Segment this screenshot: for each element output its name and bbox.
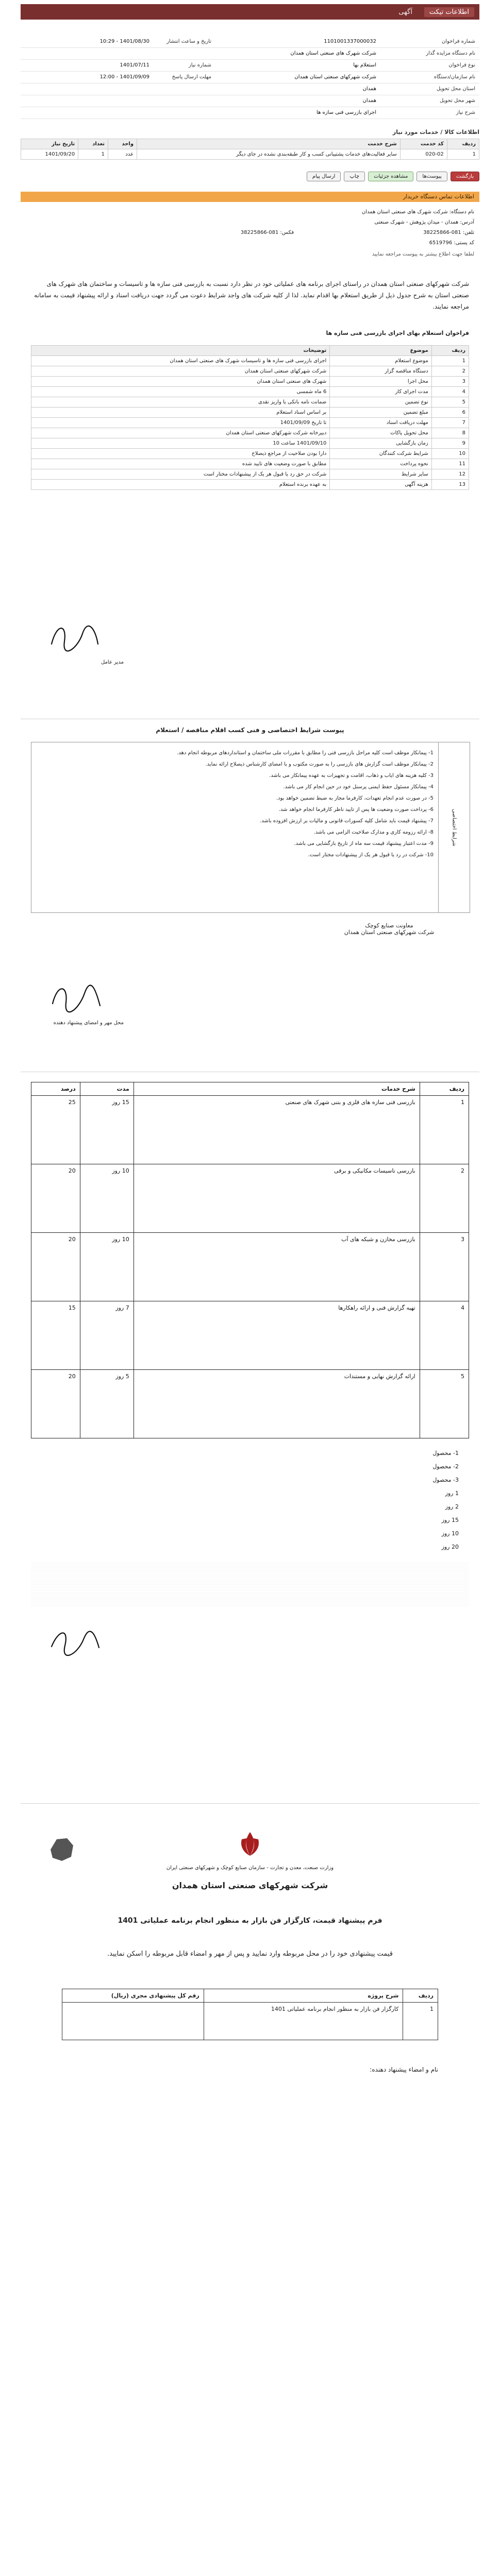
- notice-info-table: [21, 36, 479, 119]
- action-button[interactable]: چاپ: [344, 172, 365, 181]
- criteria-cell: بر اساس اسناد استعلام: [31, 408, 330, 418]
- org-title: شرکت شهرکهای صنعتی استان همدان: [172, 1880, 328, 1890]
- tab-ticket-info[interactable]: اطلاعات تیکت: [424, 7, 474, 17]
- schedule-cell: 15 روز: [80, 1096, 134, 1164]
- buyer-contact-bar: [21, 192, 479, 202]
- condition-number: 6-: [426, 807, 434, 812]
- list-item: 20 روز: [441, 1544, 459, 1550]
- condition-number: 5-: [426, 795, 434, 801]
- table-row: [31, 428, 469, 438]
- criteria-col-header: ردیف: [431, 346, 469, 356]
- condition-number: 10-: [423, 852, 434, 858]
- price-col-header: رقم کل پیشنهادی مجری (ریال): [62, 1989, 204, 2003]
- info-value: شرکت شهرک های صنعتی استان همدان: [290, 50, 376, 56]
- criteria-cell: 4: [431, 387, 469, 397]
- condition-text: ارائه رزومه کاری و مدارک صلاحیت الزامی می باشد.: [313, 829, 427, 835]
- price-col-header: شرح پروژه: [204, 1989, 403, 2003]
- schedule-cell: بازرسی تاسیسات مکانیکی و برقی: [134, 1164, 420, 1233]
- condition-text: شرکت در رد یا قبول هر یک از پیشنهادات مختار است.: [308, 852, 424, 858]
- buyer-fax-label: فکس: [281, 230, 294, 235]
- schedule-cell: 2: [420, 1164, 469, 1233]
- conditions-side-label: شرایط اختصاصی: [438, 742, 470, 912]
- criteria-cell: محل تحویل پاکات: [330, 428, 431, 438]
- criteria-col-header: توضیحات: [31, 346, 330, 356]
- goods-title: اطلاعات کالا / خدمات مورد نیاز: [392, 129, 479, 135]
- list-item: [42, 782, 434, 793]
- schedule-cell: بازرسی فنی سازه های فلزی و بتنی شهرک های صنعتی: [134, 1096, 420, 1164]
- schedule-cell: 1: [420, 1096, 469, 1164]
- criteria-cell: 13: [431, 480, 469, 490]
- buyer-postal-value: 6519796: [429, 240, 453, 246]
- conditions-frame: [31, 742, 470, 913]
- buyer-name-value: شرکت شهرک های صنعتی استان همدان: [361, 209, 448, 215]
- schedule-cell: 5 روز: [80, 1370, 134, 1438]
- condition-number: 3-: [426, 773, 434, 778]
- table-row: [31, 377, 469, 387]
- table-row: [31, 1370, 469, 1438]
- signature-2: [46, 979, 108, 1015]
- schedule-col-header: ردیف: [420, 1082, 469, 1096]
- info-row: [21, 107, 479, 119]
- scanned-schedule: [31, 1082, 469, 1607]
- schedule-cell: 4: [420, 1301, 469, 1370]
- criteria-cell: 1401/09/10 ساعت 10: [31, 438, 330, 449]
- schedule-col-header: درصد: [31, 1082, 80, 1096]
- criteria-cell: نحوه پرداخت: [330, 459, 431, 469]
- buyer-phone-label: تلفن: [464, 230, 474, 235]
- buyer-address-value: همدان - میدان پژوهش - شهرک صنعتی: [374, 219, 459, 225]
- info-value: شرکت شهرکهای صنعتی استان همدان: [294, 74, 376, 80]
- buyer-fax-value: 081-38225866: [240, 230, 279, 235]
- price-cell[interactable]: [62, 2003, 204, 2040]
- goods-col-header: شرح خدمت: [137, 139, 401, 149]
- goods-col-header: تاریخ نیاز: [21, 139, 78, 149]
- buyer-contact-box: نام دستگاه: شرکت شهرک های صنعتی استان همدان آدرس: همدان - میدان پژوهش - شهرک صنعتی تلفن: 081-38225866 فکس: 081-38225866 کد پستی: 6519796 لطفا جهت اطلاع بیشتر به پیوست مراجعه نمایید: [240, 209, 474, 257]
- criteria-cell: 2: [431, 366, 469, 377]
- buyer-note: لطفا جهت اطلاع بیشتر به پیوست مراجعه نمایید: [372, 251, 474, 257]
- condition-number: 2-: [426, 761, 434, 767]
- list-item: 15 روز: [441, 1517, 459, 1523]
- criteria-cell: شهرک های صنعتی استان همدان: [31, 377, 330, 387]
- schedule-cell: 25: [31, 1096, 80, 1164]
- signer-block: [309, 922, 469, 936]
- table-row: [31, 356, 469, 366]
- info-value-2: 1401/07/11: [120, 62, 149, 68]
- form-footer: نام و امضاء پیشنهاد دهنده:: [370, 2066, 438, 2073]
- info-row: [21, 60, 479, 72]
- action-button[interactable]: بازگشت: [451, 172, 479, 181]
- table-row: [31, 469, 469, 480]
- info-value: 1101001337000032: [324, 39, 376, 44]
- condition-number: 8-: [426, 829, 434, 835]
- table-row: [31, 418, 469, 428]
- criteria-cell: شرایط شرکت کنندگان: [330, 449, 431, 459]
- criteria-cell: 6 ماه شمسی: [31, 387, 330, 397]
- goods-col-header: تعداد: [78, 139, 108, 149]
- goods-cell: عدد: [108, 149, 137, 160]
- list-item: [42, 793, 434, 804]
- form-instruction: قیمت پیشنهادی خود را در محل مربوطه وارد نمایید و پس از مهر و امضاء قابل مربوطه را اسکن نمایید.: [107, 1950, 393, 1958]
- schedule-col-header: شرح خدمات: [134, 1082, 420, 1096]
- criteria-cell: سایر شرایط: [330, 469, 431, 480]
- schedule-cell: 20: [31, 1164, 80, 1233]
- criteria-cell: 3: [431, 377, 469, 387]
- criteria-cell: مهلت دریافت اسناد: [330, 418, 431, 428]
- list-item: [42, 850, 434, 861]
- criteria-cell: شرکت شهرکهای صنعتی استان همدان: [31, 366, 330, 377]
- table-row: [31, 438, 469, 449]
- goods-col-header: واحد: [108, 139, 137, 149]
- criteria-cell: دستگاه مناقصه گزار: [330, 366, 431, 377]
- table-row: [31, 387, 469, 397]
- emblem-icon: [235, 1829, 265, 1860]
- table-row: [62, 2003, 438, 2040]
- condition-text: پیشنهاد قیمت باید شامل کلیه کسورات قانونی و مالیات بر ارزش افزوده باشد.: [260, 818, 427, 824]
- stamp-note: محل مهر و امضای پیشنهاد دهنده: [53, 1020, 124, 1026]
- signature-3: [46, 1623, 108, 1659]
- list-item: 2- محصول: [432, 1463, 459, 1470]
- schedule-cell: 5: [420, 1370, 469, 1438]
- schedule-cell: تهیه گزارش فنی و ارائه راهکارها: [134, 1301, 420, 1370]
- table-row: [31, 459, 469, 469]
- goods-cell: 1: [447, 149, 479, 160]
- info-value: استعلام بها: [353, 62, 376, 68]
- criteria-cell: 5: [431, 397, 469, 408]
- info-value: همدان: [362, 98, 376, 104]
- criteria-cell: تا تاریخ 1401/09/09: [31, 418, 330, 428]
- goods-cell: 1: [78, 149, 108, 160]
- signer-org: شرکت شهرکهای صنعتی استان همدان: [344, 929, 435, 936]
- schedule-cell: 10 روز: [80, 1164, 134, 1233]
- signature-1: [46, 618, 108, 654]
- table-row: [31, 1233, 469, 1301]
- map-logo-icon: [46, 1834, 77, 1865]
- condition-text: پیمانکار موظف است کلیه مراحل بازرسی فنی را مطابق با مقررات ملی ساختمان و استانداردهای مربوطه انجام دهد.: [177, 750, 427, 756]
- info-value-2: 1401/08/30 - 10:29: [99, 39, 149, 44]
- info-label: شماره فراخوان: [442, 39, 475, 44]
- schedule-cell: 15: [31, 1301, 80, 1370]
- goods-col-header: ردیف: [447, 139, 479, 149]
- letter-subtitle: فراخوان استعلام بهای اجرای بازرسی فنی سازه ها: [326, 330, 469, 336]
- condition-text: پیمانکار موظف است گزارش های بازرسی را به صورت مکتوب و با امضای کارشناس ذیصلاح ارائه نماید.: [205, 761, 427, 767]
- info-label: نام دستگاه مزایده گذار: [426, 50, 475, 56]
- schedule-cell: بازرسی مخازن و شبکه های آب: [134, 1233, 420, 1301]
- conditions-list: [42, 748, 434, 861]
- criteria-table: [31, 345, 469, 490]
- info-label-2: شماره نیاز: [188, 62, 211, 68]
- info-row: [21, 83, 479, 95]
- list-item: [42, 804, 434, 816]
- price-form-section: [62, 1989, 438, 2040]
- goods-col-header: کد خدمت: [400, 139, 447, 149]
- condition-number: 7-: [426, 818, 434, 824]
- criteria-cell: 10: [431, 449, 469, 459]
- criteria-cell: مدت اجرای کار: [330, 387, 431, 397]
- criteria-cell: موضوع استعلام: [330, 356, 431, 366]
- criteria-col-header: موضوع: [330, 346, 431, 356]
- schedule-cell: 20: [31, 1233, 80, 1301]
- info-row: [21, 72, 479, 83]
- table-row: [21, 149, 479, 160]
- list-item: [42, 816, 434, 827]
- info-label: استان محل تحویل: [436, 86, 475, 92]
- condition-text: پیمانکار مسئول حفظ ایمنی پرسنل خود در حین انجام کار می باشد.: [283, 784, 427, 790]
- table-row: [31, 480, 469, 490]
- schedule-cell: 3: [420, 1233, 469, 1301]
- goods-cell: 1401/09/20: [21, 149, 78, 160]
- info-value: همدان: [362, 86, 376, 92]
- list-item: [42, 748, 434, 759]
- list-item: [42, 827, 434, 838]
- schedule-items: [31, 1438, 469, 1562]
- list-item: 1- محصول: [432, 1450, 459, 1456]
- info-label: شهر محل تحویل: [439, 98, 475, 104]
- info-value-2: 1401/09/09 - 12:00: [99, 74, 149, 80]
- org-small: وزارت صنعت، معدن و تجارت - سازمان صنایع کوچک و شهرکهای صنعتی ایران: [166, 1865, 334, 1871]
- price-table: [62, 1989, 438, 2040]
- info-label: نام سازمان/دستگاه: [434, 74, 475, 80]
- criteria-cell: دارا بودن صلاحیت از مراجع ذیصلاح: [31, 449, 330, 459]
- info-label-2: مهلت ارسال پاسخ: [172, 74, 211, 80]
- list-item: [42, 770, 434, 782]
- info-label: شرح نیاز: [456, 110, 475, 115]
- condition-text: در صورت عدم انجام تعهدات، کارفرما مجاز به ضبط تضمین خواهد بود.: [276, 795, 427, 801]
- table-row: [31, 1301, 469, 1370]
- criteria-cell: مطابق با صورت وضعیت های تایید شده: [31, 459, 330, 469]
- goods-table: [21, 139, 479, 160]
- tab-notice[interactable]: آگهی: [398, 8, 412, 16]
- table-row: [31, 1164, 469, 1233]
- criteria-cell: 11: [431, 459, 469, 469]
- buyer-address-label: آدرس: [461, 219, 474, 225]
- schedule-cell: 7 روز: [80, 1301, 134, 1370]
- goods-cell: 020-02: [400, 149, 447, 160]
- schedule-cell: 20: [31, 1370, 80, 1438]
- table-row: [31, 449, 469, 459]
- signer-title: معاونت صنایع کوچک: [365, 922, 413, 929]
- schedule-cell: 10 روز: [80, 1233, 134, 1301]
- conditions-header: پیوست شرایط اختصاصی و فنی کسب اقلام مناقصه / استعلام: [156, 726, 344, 734]
- criteria-cell: دبیرخانه شرکت شهرکهای صنعتی استان همدان: [31, 428, 330, 438]
- list-item: 10 روز: [441, 1530, 459, 1537]
- info-value: اجرای بازرسی فنی سازه ها: [316, 110, 376, 115]
- table-row: [31, 408, 469, 418]
- condition-number: 9-: [426, 841, 434, 846]
- goods-section: [21, 129, 479, 160]
- criteria-cell: ضمانت نامه بانکی یا واریز نقدی: [31, 397, 330, 408]
- info-row: [21, 36, 479, 48]
- condition-text: کلیه هزینه های ایاب و ذهاب، اقامت و تجهیزات به عهده پیمانکار می باشد.: [269, 773, 427, 778]
- criteria-cell: مبلغ تضمین: [330, 408, 431, 418]
- criteria-section: [31, 345, 469, 490]
- buyer-contact-title: اطلاعات تماس دستگاه خریدار: [403, 193, 474, 200]
- condition-text: پرداخت صورت وضعیت ها پس از تایید ناظر کارفرما انجام خواهد شد.: [278, 807, 427, 812]
- form-title: فرم پیشنهاد قیمت، کارگزار فن بازار به منظور انجام برنامه عملیاتی 1401: [118, 1917, 382, 1925]
- goods-cell: سایر فعالیت‌های خدمات پشتیبانی کسب و کار طبقه‌بندی نشده در جای دیگر: [137, 149, 401, 160]
- criteria-cell: 1: [431, 356, 469, 366]
- top-header-bar: [21, 4, 479, 20]
- table-row: [31, 1096, 469, 1164]
- table-row: [31, 397, 469, 408]
- criteria-cell: شرکت در حق رد یا قبول هر یک از پیشنهادات مختار است: [31, 469, 330, 480]
- criteria-cell: نوع تضمین: [330, 397, 431, 408]
- list-item: [42, 759, 434, 770]
- action-buttons: [21, 170, 479, 181]
- criteria-cell: زمان بازگشایی: [330, 438, 431, 449]
- schedule-cell: ارائه گزارش نهایی و مستندات: [134, 1370, 420, 1438]
- list-item: 3- محصول: [432, 1477, 459, 1483]
- list-item: 2 روز: [445, 1503, 459, 1510]
- buyer-postal-label: کد پستی: [455, 240, 474, 246]
- condition-number: 4-: [426, 784, 434, 790]
- criteria-cell: 8: [431, 428, 469, 438]
- criteria-cell: محل اجرا: [330, 377, 431, 387]
- signature-caption: مدیر عامل: [101, 659, 124, 665]
- info-row: [21, 95, 479, 107]
- letter-intro: شرکت شهرکهای صنعتی استان همدان در راستای اجرای برنامه های عملیاتی خود در نظر دارد نسبت به بازرسی فنی سازه ها و تاسیسات و ساختمان های شهرک های صنعتی استان به شرح جدول ذیل از طریق استعلام بها اقدام نماید. لذا از کلیه شرکت های واجد شرایط دعوت می گردد جهت دریافت اسناد و ارائه پیشنهاد قیمت به سامانه مراجعه نمایند.: [34, 280, 469, 310]
- criteria-cell: 7: [431, 418, 469, 428]
- buyer-name-label: نام دستگاه: [451, 209, 474, 215]
- condition-text: مدت اعتبار پیشنهاد قیمت سه ماه از تاریخ بازگشایی می باشد.: [294, 841, 427, 846]
- criteria-cell: 12: [431, 469, 469, 480]
- criteria-cell: اجرای بازرسی فنی سازه ها و تاسیسات شهرک های صنعتی استان همدان: [31, 356, 330, 366]
- action-button[interactable]: پیوست‌ها: [416, 172, 447, 181]
- buyer-phone-value: 081-38225866: [423, 230, 461, 235]
- criteria-cell: هزینه آگهی: [330, 480, 431, 490]
- price-cell: 1: [403, 2003, 438, 2040]
- info-label-2: تاریخ و ساعت انتشار: [166, 39, 211, 44]
- schedule-table: [31, 1082, 469, 1438]
- list-item: 1 روز: [445, 1490, 459, 1497]
- criteria-cell: 9: [431, 438, 469, 449]
- info-label: نوع فراخوان: [448, 62, 475, 68]
- condition-number: 1-: [426, 750, 434, 756]
- table-row: [31, 366, 469, 377]
- criteria-cell: 6: [431, 408, 469, 418]
- list-item: [42, 838, 434, 850]
- price-cell: کارگزار فن بازار به منظور انجام برنامه عملیاتی 1401: [204, 2003, 403, 2040]
- price-col-header: ردیف: [403, 1989, 438, 2003]
- criteria-cell: به عهده برنده استعلام: [31, 480, 330, 490]
- info-row: [21, 48, 479, 60]
- action-button[interactable]: مشاهده جزئیات: [368, 172, 413, 181]
- action-button[interactable]: ارسال پیام: [307, 172, 341, 181]
- schedule-col-header: مدت: [80, 1082, 134, 1096]
- page-divider-3: [21, 1803, 479, 1804]
